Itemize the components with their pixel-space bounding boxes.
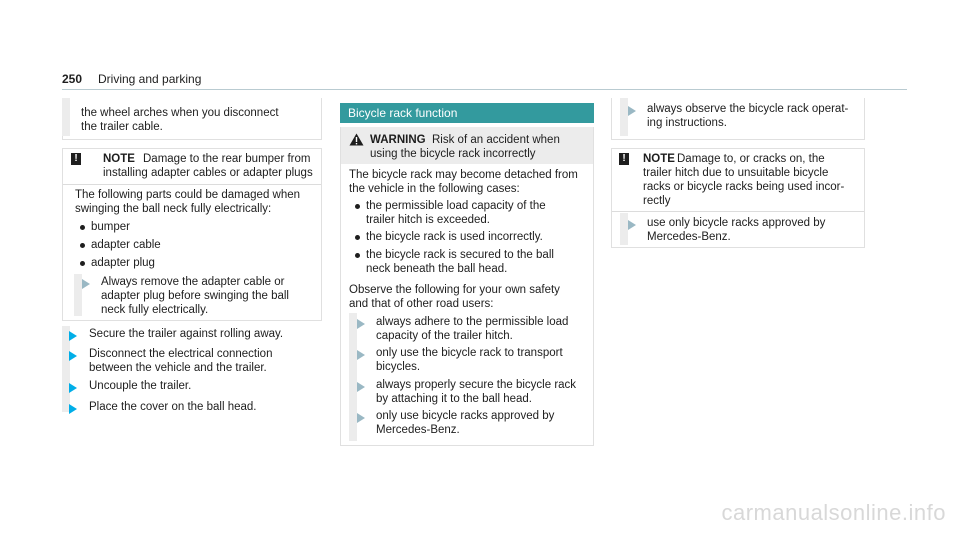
note-exclamation-icon: ! (71, 153, 81, 165)
warning-label: WARNING (370, 134, 426, 146)
note-action-line: neck fully electrically. (101, 304, 209, 316)
note-divider (612, 211, 864, 212)
step-arrow-icon (357, 319, 365, 329)
bullet-text: bumper (91, 221, 130, 233)
header-divider (62, 89, 907, 90)
step-arrow-icon (628, 106, 636, 116)
note-body-line: swinging the ball neck fully electrically: (75, 203, 272, 215)
note-action-line: Always remove the adapter cable or (101, 276, 285, 288)
action-strip (620, 98, 628, 136)
warning-action-line: only use bicycle racks approved by (376, 410, 555, 422)
step-text: Disconnect the electrical connection (89, 348, 273, 360)
bullet-text: trailer hitch is exceeded. (366, 214, 491, 226)
bullet-dot (355, 204, 360, 209)
note-title-line: Damage to, or cracks on, the (677, 153, 825, 165)
step-arrow-icon (628, 220, 636, 230)
step-arrow-icon (69, 383, 77, 393)
step-arrow-icon (357, 382, 365, 392)
section-name: Driving and parking (98, 72, 202, 86)
step-text: Secure the trailer against rolling away. (89, 328, 284, 340)
bullet-dot (80, 243, 85, 248)
bullet-dot (355, 235, 360, 240)
note-title-line: Damage to the rear bumper from (143, 153, 311, 165)
section-title-bar (340, 103, 594, 123)
page-header (62, 72, 907, 86)
warning-action-line: by attaching it to the ball head. (376, 393, 532, 405)
action-strip (620, 213, 628, 245)
continuation-line: ing instructions. (647, 117, 727, 129)
page-number: 250 (62, 72, 83, 86)
warning-action-line: Mercedes-Benz. (376, 424, 460, 436)
warning-body-line: the vehicle in the following cases: (349, 183, 520, 195)
bullet-text: adapter plug (91, 257, 155, 269)
note-title-line: trailer hitch due to unsuitable bicycle (643, 167, 829, 179)
warning-action-line: capacity of the trailer hitch. (376, 330, 513, 342)
warning-triangle-icon (349, 133, 364, 146)
note-title-line: racks or bicycle racks being used incor- (643, 181, 845, 193)
bullet-text: adapter cable (91, 239, 161, 251)
continuation-line: the trailer cable. (81, 121, 163, 133)
step-arrow-icon (69, 331, 77, 341)
note-action-line: adapter plug before swinging the ball (101, 290, 289, 302)
bullet-text: the bicycle rack is used incorrectly. (366, 231, 543, 243)
continuation-line: the wheel arches when you disconnect (81, 107, 279, 119)
note-label: NOTE (103, 153, 135, 165)
step-text: between the vehicle and the trailer. (89, 362, 267, 374)
bullet-dot (80, 225, 85, 230)
step-arrow-icon (82, 279, 90, 289)
step-text: Place the cover on the ball head. (89, 401, 257, 413)
bullet-dot (355, 253, 360, 258)
note-body-line: The following parts could be damaged when (75, 189, 301, 201)
step-arrow-icon (69, 351, 77, 361)
action-strip (62, 98, 70, 136)
warning-observe-line: Observe the following for your own safety (349, 284, 560, 296)
action-strip (349, 313, 357, 441)
step-arrow-icon (357, 350, 365, 360)
step-arrow-icon (69, 404, 77, 414)
note-action-line: Mercedes-Benz. (647, 231, 731, 243)
step-text: Uncouple the trailer. (89, 380, 192, 392)
step-arrow-icon (357, 413, 365, 423)
watermark-text: carmanualsonline.info (721, 500, 946, 525)
note-title-line: installing adapter cables or adapter plugs (103, 167, 313, 179)
bullet-text: the permissible load capacity of the (366, 200, 546, 212)
note-title-line: rectly (643, 195, 671, 207)
bullet-text: neck beneath the ball head. (366, 263, 508, 275)
warning-observe-line: and that of other road users: (349, 298, 494, 310)
warning-action-line: always properly secure the bicycle rack (376, 379, 577, 391)
note-divider (63, 184, 321, 185)
warning-title-line: Risk of an accident when (432, 134, 560, 146)
note-exclamation-icon: ! (619, 153, 629, 165)
continuation-line: always observe the bicycle rack operat- (647, 103, 849, 115)
bullet-dot (80, 261, 85, 266)
note-action-line: use only bicycle racks approved by (647, 217, 826, 229)
section-title: Bicycle rack function (348, 106, 458, 120)
warning-action-line: always adhere to the permissible load (376, 316, 569, 328)
bullet-text: the bicycle rack is secured to the ball (366, 249, 554, 261)
warning-action-line: only use the bicycle rack to transport (376, 347, 563, 359)
action-strip (74, 274, 82, 316)
note-label: NOTE (643, 153, 675, 165)
warning-title-line: using the bicycle rack incorrectly (370, 148, 536, 160)
warning-body-line: The bicycle rack may become detached from (349, 169, 578, 181)
warning-action-line: bicycles. (376, 361, 421, 373)
